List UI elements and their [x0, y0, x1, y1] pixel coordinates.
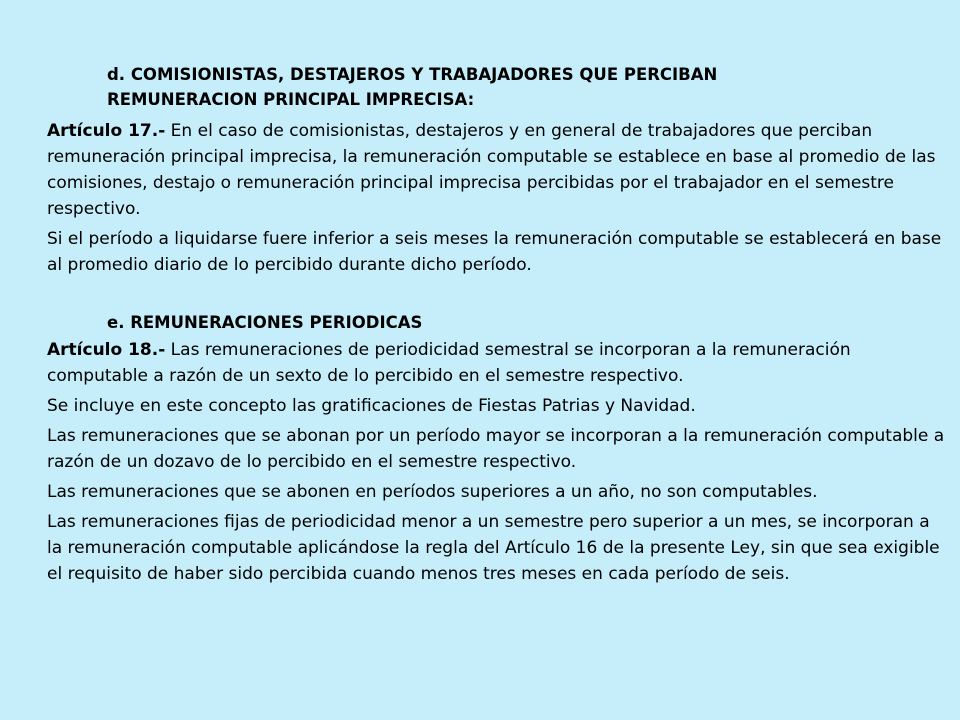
section-e-paragraph-4: Las remuneraciones que se abonen en períodos superiores a un año, no son computables. [47, 482, 818, 502]
section-e-paragraph-5: Las remuneraciones fijas de periodicidad menor a un semestre pero superior a un mes, se incorporan a la remuneración computable aplicándose la regla del Artículo 16 de la presente Ley, sin que sea exigible el requisito de haber sido percibida cuando menos tres meses en cada período de seis. [47, 512, 940, 584]
section-e-heading: e. REMUNERACIONES PERIODICAS [107, 313, 423, 332]
section-d-heading-line2: REMUNERACION PRINCIPAL IMPRECISA: [107, 90, 475, 109]
section-gap [47, 282, 930, 310]
section-d-paragraph-2: Si el período a liquidarse fuere inferior a seis meses la remuneración computable se establecerá en base al promedio diario de lo percibido durante dicho período. [47, 229, 942, 275]
section-e-paragraph-3: Las remuneraciones que se abonan por un período mayor se incorporan a la remuneración computable a razón de un dozavo de lo percibido en el semestre respectivo. [47, 426, 945, 472]
article-17-paragraph [47, 118, 947, 222]
article-18-paragraph [47, 337, 947, 389]
section-d-heading [107, 62, 807, 112]
article-18-text: Las remuneraciones de periodicidad semestral se incorporan a la remuneración computable a razón de un sexto de lo percibido en el semestre respectivo. [47, 340, 851, 386]
article-17-text: En el caso de comisionistas, destajeros y en general de trabajadores que perciban remuneración principal imprecisa, la remuneración computable se establece en base al promedio de las comisiones, destajo o remuneración principal imprecisa percibidas por el trabajador en el semestre respectivo. [47, 121, 936, 219]
article-17-label: Artículo 17.- [47, 121, 166, 141]
section-d-heading-line1: d. COMISIONISTAS, DESTAJEROS Y TRABAJADORES QUE PERCIBAN [107, 65, 718, 84]
article-18-label: Artículo 18.- [47, 340, 166, 360]
section-e-paragraph-2: Se incluye en este concepto las gratificaciones de Fiestas Patrias y Navidad. [47, 396, 696, 416]
